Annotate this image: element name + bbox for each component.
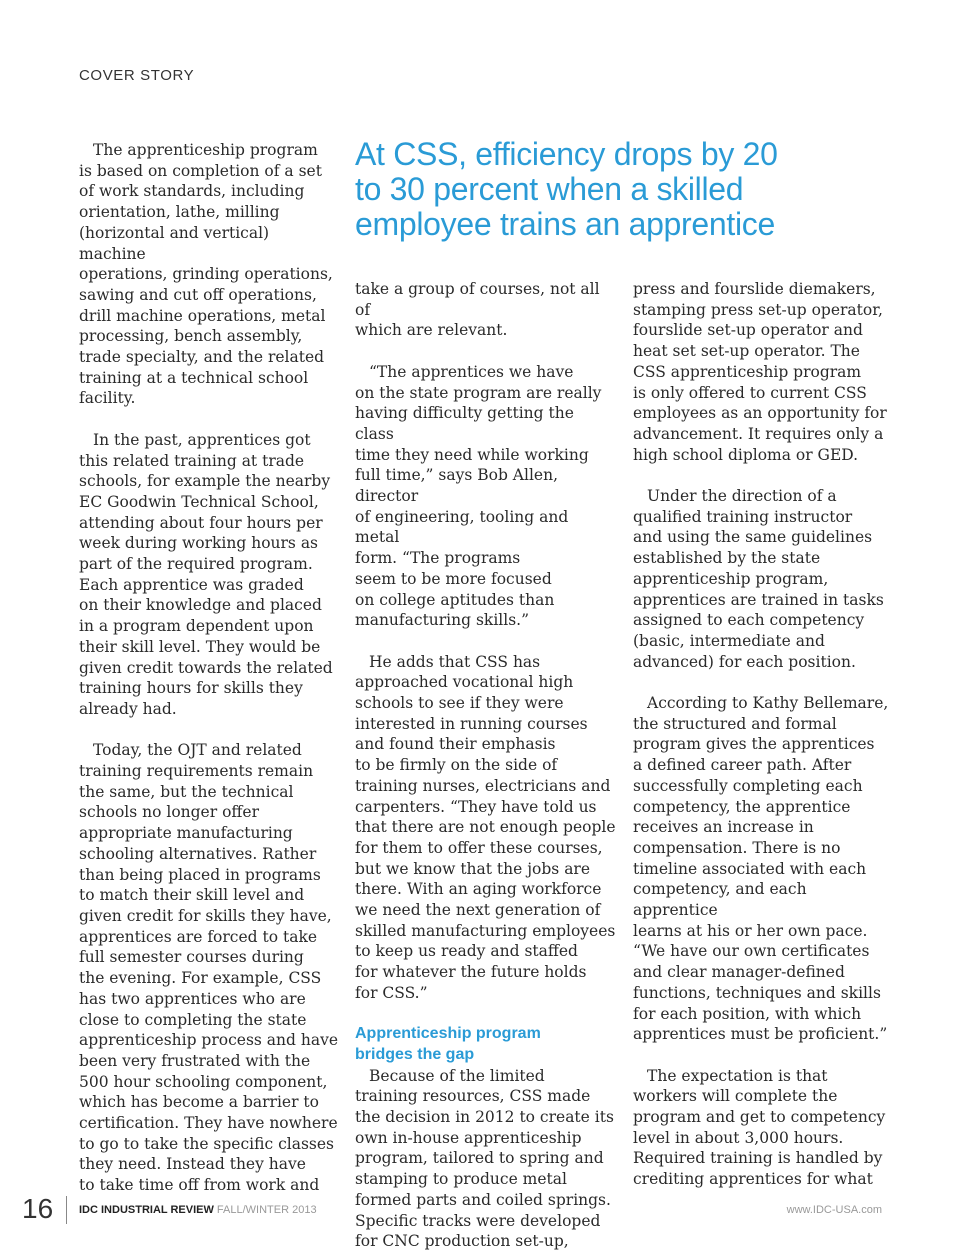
section-label: COVER STORY: [79, 67, 195, 84]
paragraph: The expectation is that workers will complete the program and get to competency level in about 3,000 hours. Required training is handled by crediting apprentices for what: [633, 1066, 886, 1189]
article-column-3: [633, 279, 893, 1190]
paragraph: He adds that CSS has approached vocational high schools to see if they were interested in running courses and found their emphasis to be firmly on the side of training nurses, electricians and carpenters. “They have told us that there are not enough people for them to offer these courses, but we know that the jobs are there. With an aging workforce we need the next generation of skilled manufacturing employees to keep us ready and staffed for whatever the future holds for CSS.”: [355, 652, 616, 1002]
paragraph: According to Kathy Bellemare, the structured and formal program gives the apprentices a defined career path. After successfully completing each competency, the apprentice receives an increase in compensation. There is no timeline associated with each competency, and each apprentice learns at his or her own pace. “We have our own certificates and clear manager-defined functions, techniques and skills for each position, with which apprentices must be proficient.”: [633, 694, 889, 1044]
article-column-1: [79, 140, 339, 1196]
website-link[interactable]: www.IDC-USA.com: [786, 1204, 882, 1216]
magazine-name: IDC INDUSTRIAL REVIEW: [79, 1204, 214, 1216]
paragraph: press and fourslide diemakers, stamping press set-up operator, fourslide set-up operator and heat set set-up operator. The CSS apprenticeship program is only offered to current CSS employees as an opportunity for advancement. It requires only a high school diploma or GED.: [633, 280, 887, 464]
paragraph: Under the direction of a qualified training instructor and using the same guidelines established by the state apprenticeship program, apprentices are trained in tasks assigned to each competency (basic, intermediate and advanced) for each position.: [633, 487, 884, 671]
paragraph: In the past, apprentices got this related training at trade schools, for example the nearby EC Goodwin Technical School, attending about four hours per week during working hours as part of the required program. Each apprentice was graded on their knowledge and placed in a program dependent upon their skill level. They would be given credit towards the related training hours for skills they already had.: [79, 430, 333, 718]
magazine-credit: [79, 1204, 317, 1216]
pull-quote: At CSS, efficiency drops by 20 to 30 percent when a skilled employee trains an apprentice: [355, 136, 778, 242]
paragraph: “The apprentices we have on the state program are really having difficulty getting the class time they need while working full time,” says Bob Allen, director of engineering, tooling and metal form. “The programs seem to be more focused on college aptitudes than manufacturing skills.”: [355, 362, 602, 630]
paragraph: Today, the OJT and related training requirements remain the same, but the technical schools no longer offer appropriate manufacturing schooling alternatives. Rather than being placed in programs to match their skill level and given credit for skills they have, apprentices are forced to take full semester courses during the evening. For example, CSS has two apprentices who are close to completing the state apprenticeship process and have been very frustrated with the 500 hour schooling component, which has become a barrier to certification. They have nowhere to go to take the specific classes they need. Instead they have to take time off from work and: [79, 741, 339, 1195]
page-number: 16: [22, 1193, 54, 1224]
paragraph: take a group of courses, not all of which are relevant.: [355, 280, 600, 340]
page-footer: [0, 1190, 960, 1230]
article-column-2: [355, 279, 617, 1252]
paragraph: Because of the limited training resources, CSS made the decision in 2012 to create its own in-house apprenticeship program, tailored to spring and stamping to produce metal formed parts and coiled springs. Specific tracks were developed for CNC production set-up,: [355, 1066, 614, 1251]
issue-label: FALL/WINTER 2013: [216, 1204, 317, 1216]
footer-divider: [66, 1196, 67, 1224]
section-subheading: Apprenticeship program bridges the gap: [355, 1025, 541, 1063]
paragraph: The apprenticeship program is based on completion of a set of work standards, including orientation, lathe, milling (horizontal and vertical) machine operations, grinding operations, sawing and cut off operations, drill machine operations, metal processing, bench assembly, trade specialty, and the related training at a technical school facility.: [79, 141, 333, 408]
